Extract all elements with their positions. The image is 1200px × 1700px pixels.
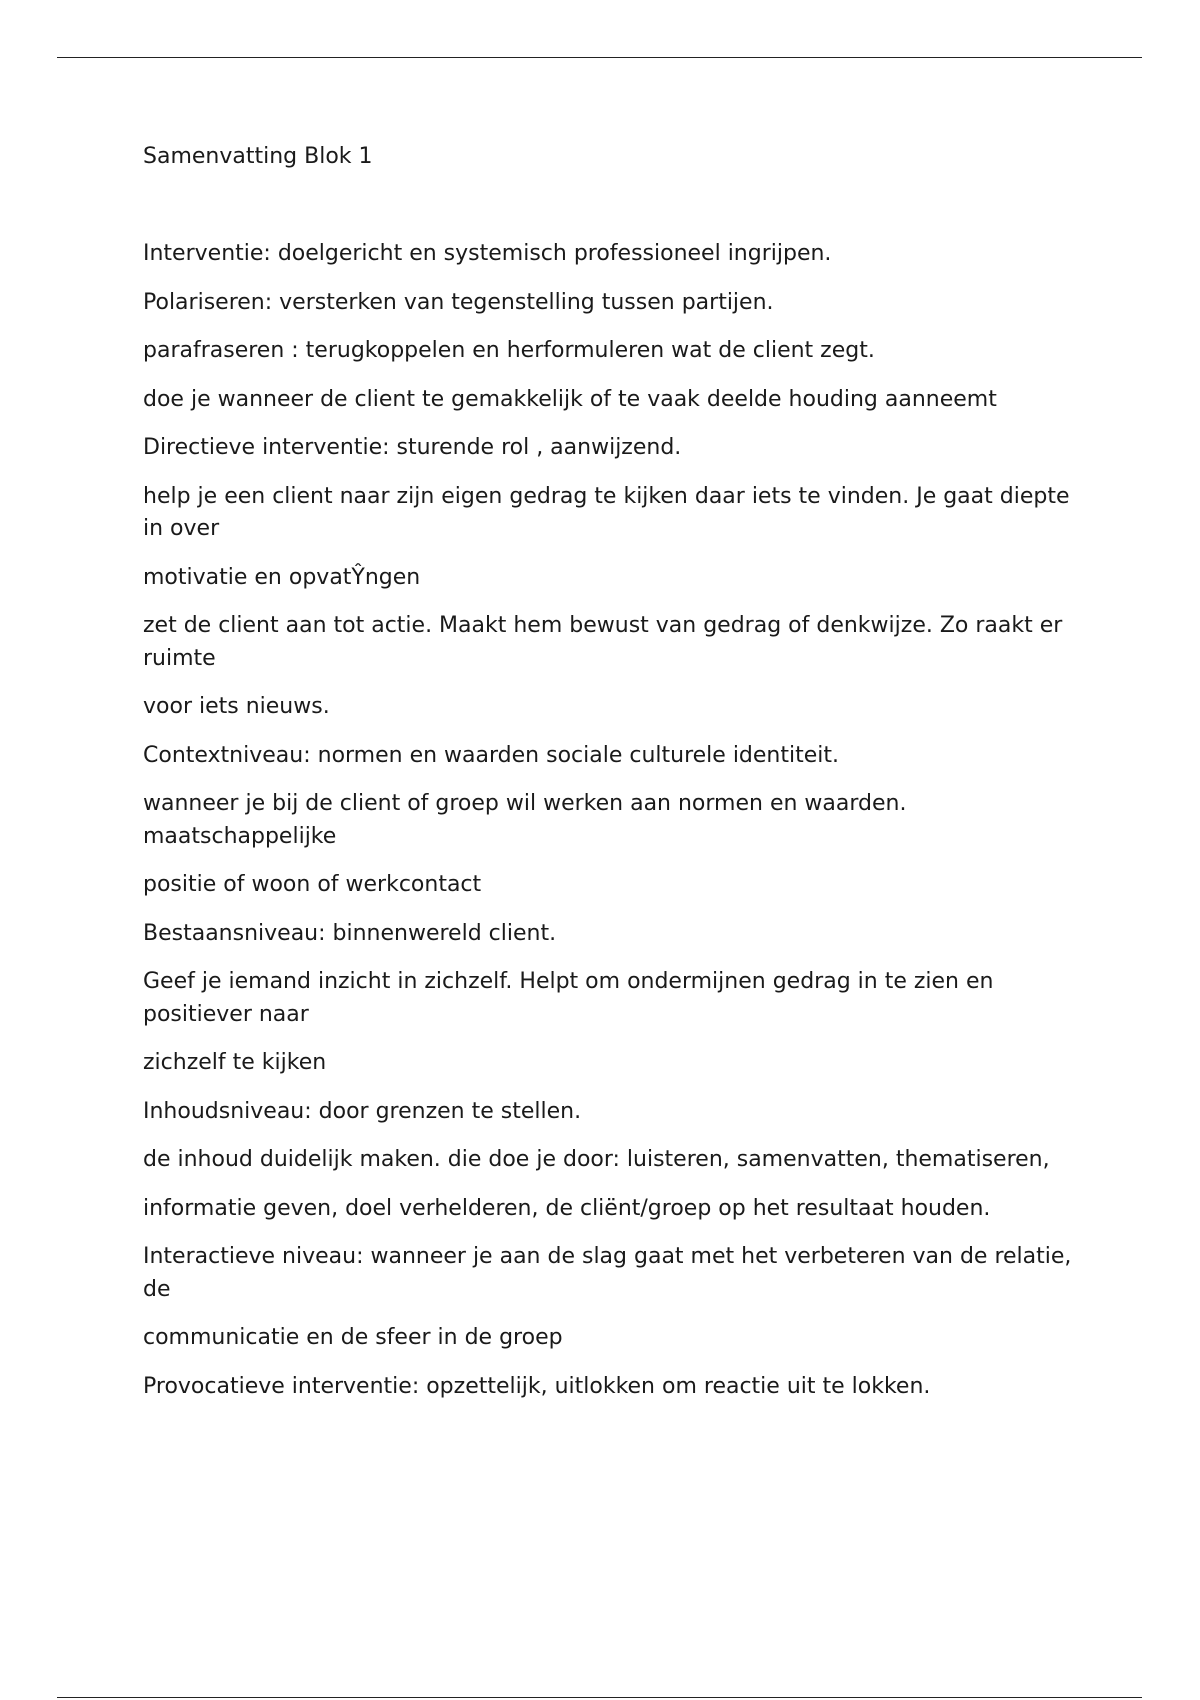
paragraph: Bestaansniveau: binnenwereld client. bbox=[143, 920, 557, 946]
paragraph: informatie geven, doel verhelderen, de cliënt/groep op het resultaat houden. bbox=[143, 1195, 991, 1221]
paragraph: zichzelf te kijken bbox=[143, 1050, 327, 1075]
paragraph: Interactieve niveau: wanneer je aan de slag gaat met het verbeteren van de relatie, de bbox=[143, 1244, 1072, 1302]
paragraph: positie of woon of werkcontact bbox=[143, 872, 482, 897]
bottom-rule bbox=[57, 1697, 1142, 1698]
paragraph: doe je wanneer de client te gemakkelijk of te vaak deelde houding aanneemt bbox=[143, 386, 997, 412]
paragraph: Polariseren: versterken van tegenstelling tussen partijen. bbox=[143, 289, 774, 315]
document-body bbox=[143, 238, 1083, 1419]
paragraph: communicatie en de sfeer in de groep bbox=[143, 1325, 563, 1350]
paragraph: Directieve interventie: sturende rol , aanwijzend. bbox=[143, 435, 682, 460]
paragraph: zet de client aan tot actie. Maakt hem bewust van gedrag of denkwijze. Zo raakt er ruimte bbox=[143, 613, 1063, 671]
paragraph: Contextniveau: normen en waarden sociale culturele identiteit. bbox=[143, 742, 840, 768]
paragraph: Provocatieve interventie: opzettelijk, uitlokken om reactie uit te lokken. bbox=[143, 1373, 931, 1399]
paragraph: help je een client naar zijn eigen gedrag te kijken daar iets te vinden. Je gaat diepte in over bbox=[143, 483, 1070, 541]
paragraph: voor iets nieuws. bbox=[143, 694, 330, 719]
paragraph: Inhoudsniveau: door grenzen te stellen. bbox=[143, 1098, 582, 1124]
paragraph: wanneer je bij de client of groep wil werken aan normen en waarden. maatschappelijke bbox=[143, 791, 907, 849]
page-title: Samenvatting Blok 1 bbox=[143, 144, 373, 169]
paragraph: Interventie: doelgericht en systemisch professioneel ingrijpen. bbox=[143, 241, 832, 266]
top-rule bbox=[57, 57, 1142, 58]
paragraph: de inhoud duidelijk maken. die doe je door: luisteren, samenvatten, thematiseren, bbox=[143, 1147, 1050, 1172]
paragraph: parafraseren : terugkoppelen en herformuleren wat de client zegt. bbox=[143, 338, 875, 363]
paragraph: Geef je iemand inzicht in zichzelf. Helpt om ondermijnen gedrag in te zien en positiever naar bbox=[143, 969, 994, 1027]
paragraph: motivatie en opvatŶngen bbox=[143, 564, 421, 590]
